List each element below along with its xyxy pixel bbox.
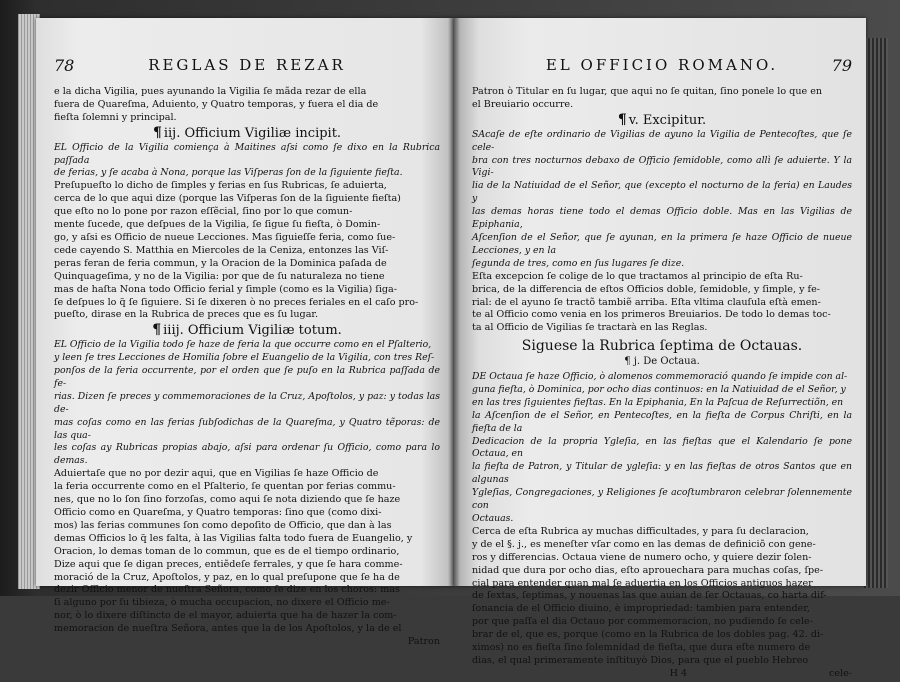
text-line: por que paſſa el dia Octauo por commemoracion, no pudiendo ſe cele- <box>472 616 813 628</box>
text-line: les coſas ay Rubricas propias abajo, aſsi para ordenar ſu Officio, como para lo demas. <box>54 442 440 467</box>
text-line: ros y differencias. Octaua viene de numero ocho, y quiere dezir ſolen- <box>472 551 812 563</box>
pilcrow-icon: ¶ <box>617 111 627 128</box>
text-line: ta al Officio de Vigilias ſe tractarà en las Reglas. <box>472 322 708 334</box>
text-line: ſi alguno por ſu tibieza, ò mucha occupacion, no dixere el Officio me- <box>54 597 390 609</box>
right-catchword: cele- <box>828 667 852 679</box>
text-line: EL Officio de la Vigilia comiença à Maitines aſsi como ſe dixo en la Rubrica paſſada <box>54 141 440 166</box>
section-heading-iiii: ¶ iiij. Officium Vigiliæ totum. <box>152 322 342 339</box>
rubric-subheading: ¶ j. De Octaua. <box>624 356 700 368</box>
left-page-number: 78 <box>54 56 75 75</box>
text-line: mas de haſta Nona todo Officio ferial y ſimple (como es la Vigilia) ſiga- <box>54 283 398 295</box>
text-line: nor, ò lo dixere diſtincto de el mayor, aduierta que ha de hazer la com- <box>54 610 397 622</box>
left-page-header <box>54 56 440 80</box>
right-page-body <box>472 86 852 668</box>
text-line: demas Officios lo q̃ les falta, à las Vigilias falta todo fuera de Euangelio, y <box>54 532 413 544</box>
text-line: la fieſta de Patron, y Titular de ygleſia: y en las fieſtas de otros Santos que en algunas <box>472 461 852 486</box>
text-line: ſonancia de el Officio diuino, è impropriedad: tambien para entender, <box>472 603 810 615</box>
text-line: Dize aqui que ſe digan preces, entiẽdeſe ferrales, y que ſe hara comme- <box>54 558 403 570</box>
text-line: pueſto, dirase en la Rubrica de preces que es ſu lugar. <box>54 309 318 321</box>
text-line: y leen ſe tres Lecciones de Homilia ſobre el Euangelio de la Vigilia, con tres Reſ- <box>54 352 435 364</box>
text-line: Aduiertaſe que no por dezir aqui, que en Vigilias ſe haze Officio de <box>54 468 379 480</box>
pilcrow-icon: ¶ <box>152 124 162 141</box>
text-line: EL Officio de la Vigilia todo ſe haze de feria la que occurre como en el Pſalterio, <box>54 339 432 351</box>
text-line: nes, que no lo ſon ſino forzoſas, como aqui ſe nota diziendo que ſe haze <box>54 494 401 506</box>
text-line: Patron ò Titular en ſu lugar, que aqui no ſe quitan, ſino ponele lo que en <box>472 86 823 97</box>
text-line: te al Officio como venia en los primeros Breuiarios. De todo lo demas toc- <box>472 309 831 321</box>
text-line: e la dicha Vigilia, pues ayunando la Vigilia ſe mãda rezar de ella <box>54 86 367 97</box>
right-page-footer <box>472 668 852 682</box>
text-line: moració de la Cruz, Apoſtolos, y paz, en lo qual preſupone que ſe ha de <box>54 571 400 583</box>
text-line: Oracion, lo demas toman de lo commun, que es de el tiempo ordinario, <box>54 545 400 557</box>
rubric-italic-block <box>472 371 852 526</box>
open-book <box>18 8 890 679</box>
book-gutter <box>448 18 460 586</box>
text-line: mos) las ferias communes ſon como depoſito de Officio, que dan à las <box>54 519 392 531</box>
text-line: dias, el qual primeramente inſtituyò Dios, para que el pueblo Hebreo <box>472 654 809 666</box>
text-line: Dedicacion de la propria Ygleſia, en las fieſtas que el Kalendario ſe pone Octaua, en <box>472 435 852 460</box>
text-line: ſegunda de tres, como en ſus lugares ſe dize. <box>472 257 685 269</box>
text-line: ſe deſpues lo q̃ ſe ſiguiere. Si ſe dixeren ò no preces feriales en el caſo pro- <box>54 296 419 308</box>
text-line: Eſta excepcion ſe colige de lo que tractamos al principio de eſta Ru- <box>472 270 803 282</box>
text-line: ximos) no es fieſta ſino ſolemnidad de fieſta, que dura eſte numero de <box>472 642 811 654</box>
text-line: Aſcenſion de el Señor, que ſe ayunan, en la primera ſe haze Officio de nueue Lecciones, y en la <box>472 231 852 256</box>
section-heading-v: ¶ v. Excipitur. <box>617 111 707 128</box>
text-line: mente ſucede, que deſpues de la Vigilia, ſe ſigue ſu fieſta, ò Domin- <box>54 219 381 231</box>
text-line: fuera de Quareſma, Aduiento, y Quatro temporas, y fuera el dia de <box>54 98 379 110</box>
text-line: las demas horas tiene todo el demas Officio doble. Mas en las Vigilias de Epiphania, <box>472 206 852 231</box>
text-line: go, y aſsi es Officio de nueue Lecciones. Mas ſiguieſſe feria, como ſue- <box>54 231 396 243</box>
text-line: y de el §. j., es meneſter vſar como en las demas de definiciõ con gene- <box>472 538 816 550</box>
right-page-header <box>472 56 852 80</box>
text-line: SAcaſe de eſte ordinario de Vigilias de ayuno la Vigilia de Pentecoſtes, que ſe cele- <box>472 128 852 153</box>
left-catchword: Patron <box>407 636 440 648</box>
text-line: rias. Dizen ſe preces y commemoraciones de la Cruz, Apoſtolos, y paz: y todas las de- <box>54 390 440 415</box>
text-line: Octauas. <box>472 513 514 524</box>
text-line: Quinquageſima, y no de la Vigilia: por que de ſu naturaleza no tiene <box>54 270 385 282</box>
text-line: guna fieſta, ò Dominica, por ocho dias continuos: en la Natiuidad de el Señor, y <box>472 383 846 395</box>
right-running-head: EL OFFICIO ROMANO. <box>545 56 779 74</box>
text-line: en las tres ſiguientes fieſtas. En la Epiphania, En la Paſcua de Reſurrectiõn, en <box>472 396 844 408</box>
right-page-number: 79 <box>831 56 852 75</box>
pilcrow-icon: ¶ <box>152 322 162 339</box>
text-line: rial: de el ayuno ſe tractõ tambiẽ arriba. Eſta vltima clauſula eſtà emen- <box>472 296 821 308</box>
rubric-italic-block <box>472 129 852 271</box>
signature-mark: H 4 <box>669 667 688 679</box>
rubric-title: Siguese la Rubrica ſeptima de Octauas. <box>521 338 803 355</box>
text-line: Preſupueſto lo dicho de ſimples y ferias en ſus Rubricas, ſe aduierta, <box>54 180 387 192</box>
text-line: fieſta ſolemni y principal. <box>54 111 177 123</box>
text-line: memoracion de nueſtra Señora, antes que la de los Apoſtolos, y la de el <box>54 623 402 635</box>
text-line: ponſos de la feria occurrente, por el orden que ſe puſo en la Rubrica paſſada de fe- <box>54 365 440 389</box>
text-line: cede cayendo S. Matthia en Miercoles de la Ceniza, entonzes las Viſ- <box>54 244 389 256</box>
text-line: cial para entender quan mal ſe aduertia en los Officios antiguos hazer <box>472 577 813 589</box>
text-line: nidad que dura por ocho dias, eſto aprouechara para muchas coſas, ſpe- <box>472 564 824 576</box>
left-page <box>36 18 454 648</box>
text-line: el Breuiario occurre. <box>472 98 574 110</box>
text-line: cerca de lo que aqui dize (porque las Viſperas ſon de la ſiguiente fieſta) <box>54 193 401 205</box>
left-page-body <box>54 86 440 636</box>
text-line: de ferias, y ſe acaba à Nona, porque las Viſperas ſon de la ſiguiente fieſta. <box>54 167 403 179</box>
text-line: DE Octaua ſe haze Officio, ò alomenos commemoració quando ſe impide con al- <box>472 371 848 383</box>
text-line: mas coſas como en las ferias ſubſodichas de la Quareſma, y Quatro tẽporas: de las qua- <box>54 416 440 441</box>
text-line: la feria occurrente como en el Pſalterio, ſe quentan por ferias commu- <box>54 481 396 493</box>
text-line: brica, de la differencia de eſtos Officios doble, ſemidoble, y ſimple, y fe- <box>472 283 821 295</box>
text-line: lia de la Natiuidad de el Señor, que (excepto el nocturno de la feria) en Laudes y <box>472 180 852 205</box>
text-line: Officio como en Quareſma, y Quatro temporas: ſino que (como dixi- <box>54 507 382 518</box>
text-line: la Aſcenſion de el Señor, en Pentecoſtes, en la fieſta de Corpus Chriſti, en la fieſta de la <box>472 409 852 434</box>
text-line: peras feran de feria commun, y la Oracion de la Dominica paſada de <box>54 257 387 269</box>
rubric-italic-block <box>54 339 440 468</box>
page-edges-right <box>864 38 888 588</box>
text-line: que eſto no lo pone por razon eſſẽcial, ſino por lo que comun- <box>54 206 353 218</box>
left-running-head: REGLAS DE REZAR <box>148 56 346 74</box>
text-line: de ſextas, ſeptimas, y nouenas las que auian de ſer Octauas, co harta dif- <box>472 590 827 602</box>
rubric-italic-block <box>54 142 440 181</box>
right-page <box>454 18 866 679</box>
pilcrow-icon: ¶ <box>624 356 631 368</box>
text-line: Cerca de eſta Rubrica ay muchas difficultades, y para ſu declaracion, <box>472 525 809 537</box>
text-line: brar de el, que es, porque (como en la Rubrica de los dobles pag. 42. di- <box>472 629 824 641</box>
section-heading-iii: ¶ iij. Officium Vigiliæ incipit. <box>152 124 342 141</box>
text-line: bra con tres nocturnos debaxo de Officio ſemidoble, como allì ſe aduierte. Y la Vigi- <box>472 154 852 179</box>
text-line: Ygleſias, Congregaciones, y Religiones ſe acoſtumbraron celebrar ſolennemente con <box>472 487 852 512</box>
text-line: dezir Officio menor de nueſtra Señora, como ſe dize en los choros: mas <box>54 584 400 596</box>
